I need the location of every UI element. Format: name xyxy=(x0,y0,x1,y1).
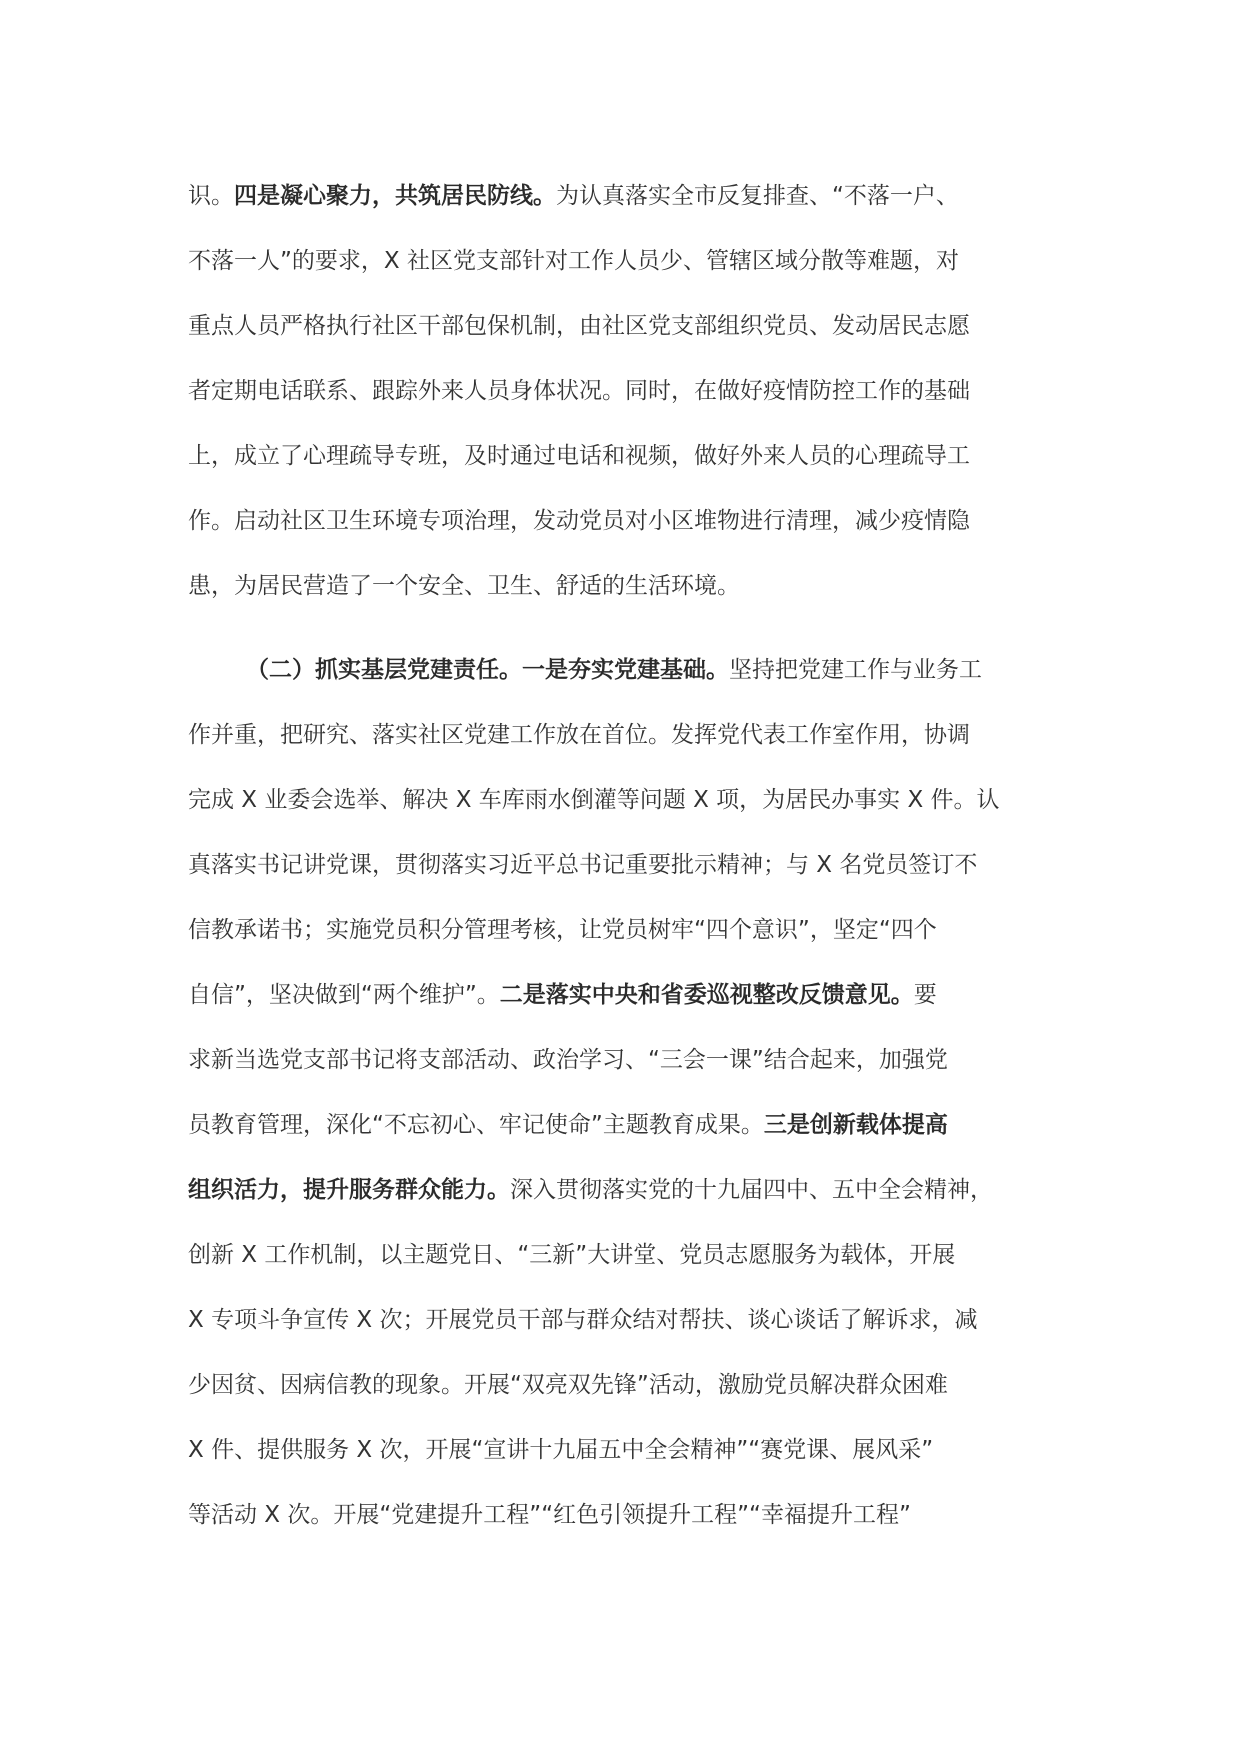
text-run: 求新当选党支部书记将支部活动、政治学习、“三会一课”结合起来，加强党 xyxy=(188,1047,948,1073)
text-line xyxy=(188,1170,1088,1235)
text-line xyxy=(188,845,1088,910)
text-run: 坚持把党建工作与业务工 xyxy=(729,657,982,683)
text-run: 创新 X 工作机制，以主题党日、“三新”大讲堂、党员志愿服务为载体，开展 xyxy=(188,1242,956,1268)
text-run: 作。启动社区卫生环境专项治理，发动党员对小区堆物进行清理，减少疫情隐 xyxy=(188,508,970,534)
text-run: X 专项斗争宣传 X 次；开展党员干部与群众结对帮扶、谈心谈话了解诉求，减 xyxy=(188,1307,978,1333)
text-line xyxy=(188,1430,1088,1495)
text-run: 患，为居民营造了一个安全、卫生、舒适的生活环境。 xyxy=(188,573,740,599)
section-heading-run: （二）抓实基层党建责任。一是夯实党建基础。 xyxy=(246,657,729,683)
text-line xyxy=(188,1235,1088,1300)
text-run: X 件、提供服务 X 次，开展“宣讲十九届五中全会精神”“赛党课、展风采” xyxy=(188,1437,934,1463)
text-run: 不落一人”的要求，X 社区党支部针对工作人员少、管辖区域分散等难题，对 xyxy=(188,248,959,274)
text-run: 作并重，把研究、落实社区党建工作放在首位。发挥党代表工作室作用，协调 xyxy=(188,722,970,748)
bold-heading-run: 二是落实中央和省委巡视整改反馈意见。 xyxy=(499,982,914,1008)
text-run: 要 xyxy=(913,982,937,1008)
text-run: 为认真落实全市反复排查、“不落一户、 xyxy=(556,183,959,209)
text-run: 员教育管理，深化“不忘初心、牢记使命”主题教育成果。 xyxy=(188,1112,764,1138)
text-run: 深入贯彻落实党的十九届四中、五中全会精神， xyxy=(510,1177,993,1203)
text-run: 者定期电话联系、跟踪外来人员身体状况。同时，在做好疫情防控工作的基础 xyxy=(188,378,970,404)
text-line xyxy=(188,715,1088,780)
text-run: 完成 X 业委会选举、解决 X 车库雨水倒灌等问题 X 项，为居民办事实 X 件。认 xyxy=(188,787,1000,813)
text-run: 上，成立了心理疏导专班，及时通过电话和视频，做好外来人员的心理疏导工 xyxy=(188,443,970,469)
bold-heading-run: 组织活力，提升服务群众能力。 xyxy=(188,1177,510,1203)
text-line xyxy=(188,650,1088,715)
text-run: 等活动 X 次。开展“党建提升工程”“红色引领提升工程”“幸福提升工程” xyxy=(188,1502,911,1528)
text-run: 重点人员严格执行社区干部包保机制，由社区党支部组织党员、发动居民志愿 xyxy=(188,313,970,339)
paragraph-party-building xyxy=(188,650,1088,1560)
text-run: 少因贫、因病信教的现象。开展“双亮双先锋”活动，激励党员解决群众困难 xyxy=(188,1372,948,1398)
text-line xyxy=(188,1040,1088,1105)
text-line xyxy=(188,176,1088,241)
text-line xyxy=(188,780,1088,845)
text-line xyxy=(188,566,1088,631)
text-line xyxy=(188,910,1088,975)
bold-heading-run: 四是凝心聚力，共筑居民防线。 xyxy=(234,183,556,209)
text-line xyxy=(188,436,1088,501)
paragraph-community-defense xyxy=(188,176,1088,631)
text-run: 自信”，坚决做到“两个维护”。 xyxy=(188,982,500,1008)
bold-heading-run: 三是创新载体提高 xyxy=(763,1112,948,1138)
text-line xyxy=(188,306,1088,371)
text-run: 信教承诺书；实施党员积分管理考核，让党员树牢“四个意识”，坚定“四个 xyxy=(188,917,937,943)
text-line xyxy=(188,1105,1088,1170)
text-run: 识。 xyxy=(188,183,234,209)
text-line xyxy=(188,501,1088,566)
text-line xyxy=(188,1495,1088,1560)
text-run: 真落实书记讲党课，贯彻落实习近平总书记重要批示精神；与 X 名党员签订不 xyxy=(188,852,978,878)
text-line xyxy=(188,371,1088,436)
text-line xyxy=(188,1365,1088,1430)
text-line xyxy=(188,241,1088,306)
text-line xyxy=(188,975,1088,1040)
text-line xyxy=(188,1300,1088,1365)
